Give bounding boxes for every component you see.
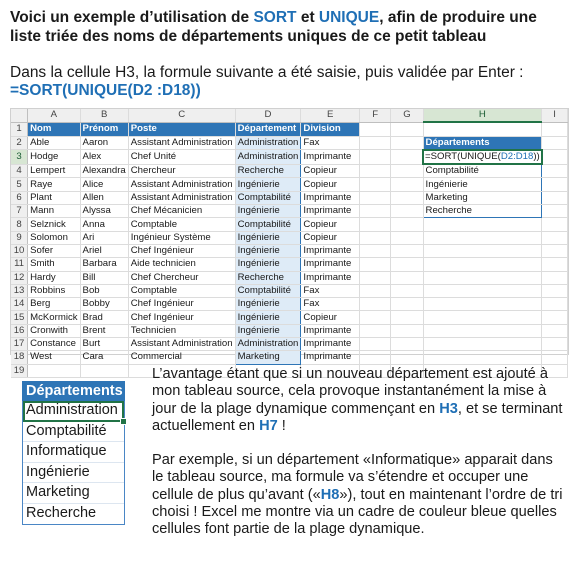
table-cell[interactable]: Recherche [235, 271, 301, 284]
empty-cell[interactable] [542, 150, 568, 164]
table-cell[interactable]: Chef Chercheur [128, 271, 235, 284]
empty-cell[interactable] [423, 338, 542, 351]
sheet-row [11, 324, 568, 337]
paragraph-text: ! [277, 417, 286, 434]
column-header-row [11, 109, 568, 122]
column-header-e[interactable]: E [301, 109, 360, 122]
table-cell[interactable]: Copieur [301, 231, 360, 244]
empty-cell[interactable] [360, 218, 391, 231]
table-cell[interactable]: Imprimante [301, 150, 360, 164]
dynamic-range-preview [22, 381, 125, 525]
empty-cell[interactable] [360, 351, 391, 364]
table-cell[interactable]: Ingénierie [235, 231, 301, 244]
table-cell[interactable]: Chef Ingénieur [128, 311, 235, 324]
table-cell[interactable]: Anna [80, 218, 128, 231]
table-cell[interactable]: Lempert [28, 164, 80, 178]
table-cell[interactable]: Smith [28, 258, 80, 271]
table-cell[interactable]: Commercial [128, 351, 235, 364]
column-header-a[interactable]: A [28, 109, 80, 122]
empty-cell[interactable] [391, 338, 423, 351]
empty-cell[interactable] [542, 324, 568, 337]
intro-paragraph [10, 64, 570, 100]
empty-cell[interactable] [360, 311, 391, 324]
table-cell[interactable]: Comptabilité [235, 218, 301, 231]
empty-cell[interactable] [391, 205, 423, 218]
table-cell[interactable]: Ingénierie [235, 311, 301, 324]
empty-cell[interactable] [360, 191, 391, 204]
sheet-row [11, 122, 568, 136]
empty-cell[interactable] [542, 122, 568, 136]
heading-keyword-sort: SORT [253, 9, 297, 26]
table-cell[interactable]: Ingénierie [235, 205, 301, 218]
empty-cell[interactable] [391, 311, 423, 324]
table-cell[interactable]: Comptable [128, 284, 235, 297]
sheet-row [11, 284, 568, 297]
empty-cell[interactable] [360, 338, 391, 351]
empty-cell[interactable] [423, 218, 542, 231]
row-header[interactable]: 12 [11, 271, 28, 284]
dynamic-range-list [22, 401, 125, 525]
table-cell[interactable]: Copieur [301, 164, 360, 178]
spill-result-cell[interactable]: Ingénierie [423, 178, 542, 191]
row-header[interactable]: 1 [11, 122, 28, 136]
empty-cell[interactable] [391, 178, 423, 191]
row-header[interactable]: 7 [11, 205, 28, 218]
paragraph-text: , et se terminant actuellement en [152, 400, 563, 434]
table-cell[interactable]: Ingénierie [235, 258, 301, 271]
dynamic-range-item: Ingénierie [23, 463, 124, 484]
table-header-cell[interactable]: Prénom [80, 122, 128, 136]
empty-cell[interactable] [391, 122, 423, 136]
empty-cell[interactable] [423, 244, 542, 257]
spill-result-cell[interactable]: Marketing [423, 191, 542, 204]
row-header[interactable]: 16 [11, 324, 28, 337]
intro-text: Dans la cellule H3, la formule suivante a été saisie, puis validée par Enter : [10, 64, 524, 81]
dynamic-range-item: Recherche [26, 504, 97, 521]
table-header-cell[interactable]: Département [235, 122, 301, 136]
empty-cell[interactable] [542, 244, 568, 257]
sheet-row [11, 136, 568, 150]
table-cell[interactable]: Copieur [301, 311, 360, 324]
empty-cell[interactable] [542, 311, 568, 324]
empty-cell[interactable] [28, 364, 80, 377]
paragraph-text: L’avantage étant que si un nouveau département est ajouté à mon tableau source, cela provoque instantanément la mise à jour de la plage dynamique commençant en [152, 366, 548, 417]
table-cell[interactable]: Burt [80, 338, 128, 351]
cell-ref-end: H7 [259, 417, 278, 434]
spill-result-cell[interactable]: Comptabilité [423, 164, 542, 178]
table-header-cell[interactable]: Poste [128, 122, 235, 136]
dynamic-range-item: Informatique [23, 442, 124, 463]
column-header-g[interactable]: G [391, 109, 423, 122]
spreadsheet-grid[interactable] [11, 109, 568, 378]
table-cell[interactable]: Alice [80, 178, 128, 191]
empty-cell[interactable] [391, 351, 423, 364]
empty-cell[interactable] [542, 351, 568, 364]
empty-cell[interactable] [360, 271, 391, 284]
table-cell[interactable]: Assistant Administration [128, 178, 235, 191]
table-cell[interactable]: Allen [80, 191, 128, 204]
table-cell[interactable]: Assistant Administration [128, 136, 235, 150]
sheet-row [11, 351, 568, 364]
sheet-row [11, 191, 568, 204]
empty-cell[interactable] [360, 258, 391, 271]
table-cell[interactable]: Marketing [235, 351, 301, 364]
empty-cell[interactable] [391, 218, 423, 231]
empty-cell[interactable] [360, 122, 391, 136]
row-header[interactable]: 11 [11, 258, 28, 271]
table-cell[interactable]: Imprimante [301, 244, 360, 257]
heading-keyword-unique: UNIQUE [318, 9, 380, 26]
row-header[interactable]: 10 [11, 244, 28, 257]
empty-cell[interactable] [391, 244, 423, 257]
cell-ref-new: H8 [320, 486, 340, 503]
row-header[interactable]: 5 [11, 178, 28, 191]
table-cell[interactable]: Solomon [28, 231, 80, 244]
table-cell[interactable]: Robbins [28, 284, 80, 297]
row-header[interactable]: 19 [11, 364, 28, 377]
table-cell[interactable]: Aide technicien [128, 258, 235, 271]
table-cell[interactable]: Constance [28, 338, 80, 351]
row-header[interactable]: 18 [11, 351, 28, 364]
explanation-paragraph-2 [152, 452, 566, 538]
empty-cell[interactable] [542, 284, 568, 297]
select-all-corner[interactable] [11, 109, 28, 122]
table-cell[interactable]: Sofer [28, 244, 80, 257]
table-cell[interactable]: Chef Mécanicien [128, 205, 235, 218]
column-header-h[interactable]: H [423, 109, 542, 122]
table-cell[interactable]: Ariel [80, 244, 128, 257]
empty-cell[interactable] [360, 150, 391, 164]
empty-cell[interactable] [360, 178, 391, 191]
table-cell[interactable]: Raye [28, 178, 80, 191]
table-cell[interactable]: Imprimante [301, 338, 360, 351]
table-cell[interactable]: Alexandra [80, 164, 128, 178]
empty-cell[interactable] [542, 258, 568, 271]
empty-cell[interactable] [360, 136, 391, 150]
fill-handle [120, 418, 127, 425]
spreadsheet[interactable] [10, 108, 569, 376]
table-cell[interactable]: Recherche [235, 164, 301, 178]
empty-cell[interactable] [542, 298, 568, 311]
table-cell[interactable]: Cronwith [28, 324, 80, 337]
table-cell[interactable]: Technicien [128, 324, 235, 337]
empty-cell[interactable] [542, 191, 568, 204]
table-cell[interactable]: Chef Unité [128, 150, 235, 164]
empty-cell[interactable] [542, 178, 568, 191]
heading-text: , afin de produire une liste triée des noms de départements uniques de ce petit tableau [10, 9, 537, 45]
column-header-f[interactable]: F [360, 109, 391, 122]
table-cell[interactable]: Administration [235, 150, 301, 164]
sheet-row [11, 150, 568, 164]
table-cell[interactable]: Imprimante [301, 191, 360, 204]
table-cell[interactable]: Chercheur [128, 164, 235, 178]
table-cell[interactable]: Copieur [301, 178, 360, 191]
empty-cell[interactable] [360, 205, 391, 218]
empty-cell[interactable] [360, 324, 391, 337]
table-cell[interactable]: Chef Ingénieur [128, 298, 235, 311]
table-cell[interactable]: Administration [235, 338, 301, 351]
row-header[interactable]: 4 [11, 164, 28, 178]
empty-cell[interactable] [423, 258, 542, 271]
table-cell[interactable]: Imprimante [301, 324, 360, 337]
table-cell[interactable]: Hardy [28, 271, 80, 284]
table-cell[interactable]: Imprimante [301, 205, 360, 218]
empty-cell[interactable] [542, 271, 568, 284]
dynamic-range-item: Administration [23, 401, 124, 422]
empty-cell[interactable] [423, 231, 542, 244]
table-cell[interactable]: Ingénierie [235, 324, 301, 337]
table-header-cell[interactable]: Division [301, 122, 360, 136]
empty-cell[interactable] [391, 258, 423, 271]
table-cell[interactable]: Comptabilité [235, 284, 301, 297]
sheet-row [11, 205, 568, 218]
dynamic-range-header: Départements [22, 381, 125, 401]
spill-result-cell[interactable]: Recherche [423, 205, 542, 218]
table-cell[interactable]: Cara [80, 351, 128, 364]
column-header-d[interactable]: D [235, 109, 301, 122]
cell-ref-start: H3 [439, 400, 458, 417]
table-cell[interactable]: Plant [28, 191, 80, 204]
table-cell[interactable]: Bobby [80, 298, 128, 311]
table-cell[interactable]: Fax [301, 298, 360, 311]
table-cell[interactable]: Barbara [80, 258, 128, 271]
paragraph-text: »), tout en maintenant l’ordre de tri choisi ! Excel me montre via un cadre de couleur bleue quelles cellules font partie de la plage dynamique. [152, 486, 563, 538]
table-cell[interactable]: Bill [80, 271, 128, 284]
table-cell[interactable]: Bob [80, 284, 128, 297]
table-cell[interactable]: Brent [80, 324, 128, 337]
table-cell[interactable]: Brad [80, 311, 128, 324]
empty-cell[interactable] [423, 311, 542, 324]
empty-cell[interactable] [360, 164, 391, 178]
formula-prefix: =SORT(UNIQUE( [425, 151, 501, 163]
table-cell[interactable]: Fax [301, 136, 360, 150]
sheet-row [11, 258, 568, 271]
empty-cell[interactable] [391, 271, 423, 284]
table-header-cell[interactable]: Nom [28, 122, 80, 136]
sheet-row [11, 218, 568, 231]
table-cell[interactable]: Imprimante [301, 258, 360, 271]
column-header-c[interactable]: C [128, 109, 235, 122]
row-header[interactable]: 13 [11, 284, 28, 297]
table-cell[interactable]: Ingénierie [235, 244, 301, 257]
table-cell[interactable]: Copieur [301, 218, 360, 231]
empty-cell[interactable] [360, 244, 391, 257]
table-cell[interactable]: McKormick [28, 311, 80, 324]
column-header-b[interactable]: B [80, 109, 128, 122]
row-header[interactable]: 3 [11, 150, 28, 164]
sheet-row [11, 271, 568, 284]
empty-cell[interactable] [360, 298, 391, 311]
row-header[interactable]: 2 [11, 136, 28, 150]
empty-cell[interactable] [391, 284, 423, 297]
empty-cell[interactable] [423, 324, 542, 337]
empty-cell[interactable] [542, 218, 568, 231]
sheet-row [11, 244, 568, 257]
intro-formula: =SORT(UNIQUE(D2 :D18)) [10, 82, 201, 99]
table-cell[interactable]: Comptable [128, 218, 235, 231]
row-header[interactable]: 17 [11, 338, 28, 351]
heading-text: et [296, 9, 319, 26]
empty-cell[interactable] [391, 231, 423, 244]
table-cell[interactable]: Selznick [28, 218, 80, 231]
table-cell[interactable]: Imprimante [301, 271, 360, 284]
table-cell[interactable]: Ingénierie [235, 298, 301, 311]
article-heading [10, 8, 570, 46]
table-cell[interactable]: Alex [80, 150, 128, 164]
sheet-row [11, 311, 568, 324]
table-cell[interactable]: Mann [28, 205, 80, 218]
table-cell[interactable]: Administration [235, 136, 301, 150]
empty-cell[interactable] [423, 122, 542, 136]
empty-cell[interactable] [80, 364, 128, 377]
row-header[interactable]: 14 [11, 298, 28, 311]
table-cell[interactable]: Ingénieur Système [128, 231, 235, 244]
row-header[interactable]: 15 [11, 311, 28, 324]
empty-cell[interactable] [391, 191, 423, 204]
table-cell[interactable]: West [28, 351, 80, 364]
formula-cell-h3[interactable] [423, 150, 542, 164]
empty-cell[interactable] [423, 271, 542, 284]
table-cell[interactable]: Berg [28, 298, 80, 311]
table-cell[interactable]: Comptabilité [235, 191, 301, 204]
table-cell[interactable]: Ari [80, 231, 128, 244]
row-header[interactable]: 6 [11, 191, 28, 204]
empty-cell[interactable] [423, 298, 542, 311]
table-cell[interactable]: Assistant Administration [128, 191, 235, 204]
table-cell[interactable]: Ingénierie [235, 178, 301, 191]
paragraph-text: Par exemple, si un département «Informatique» apparait dans le tableau source, ma formule va s’étendre et occuper une cellule de plus qu’avant (« [152, 452, 553, 503]
row-header[interactable]: 8 [11, 218, 28, 231]
table-cell[interactable]: Aaron [80, 136, 128, 150]
table-cell[interactable]: Fax [301, 284, 360, 297]
empty-cell[interactable] [542, 338, 568, 351]
result-header-cell[interactable]: Départements [423, 136, 542, 150]
formula-range-ref: D2:D18 [500, 151, 534, 163]
empty-cell[interactable] [391, 150, 423, 164]
empty-cell[interactable] [391, 164, 423, 178]
formula-suffix: )) [533, 151, 540, 163]
row-header[interactable]: 9 [11, 231, 28, 244]
sheet-row [11, 231, 568, 244]
empty-cell[interactable] [391, 298, 423, 311]
empty-cell[interactable] [391, 324, 423, 337]
column-header-i[interactable]: I [542, 109, 568, 122]
dynamic-range-item: Comptabilité [23, 422, 124, 443]
empty-cell[interactable] [542, 205, 568, 218]
table-cell[interactable]: Assistant Administration [128, 338, 235, 351]
empty-cell[interactable] [360, 284, 391, 297]
table-cell[interactable]: Imprimante [301, 351, 360, 364]
table-cell[interactable]: Hodge [28, 150, 80, 164]
sheet-row [11, 164, 568, 178]
empty-cell[interactable] [423, 351, 542, 364]
empty-cell[interactable] [423, 284, 542, 297]
empty-cell[interactable] [360, 231, 391, 244]
dynamic-range-item: Marketing [23, 483, 124, 504]
empty-cell[interactable] [542, 136, 568, 150]
table-cell[interactable]: Alyssa [80, 205, 128, 218]
empty-cell[interactable] [542, 164, 568, 178]
heading-text: Voici un exemple d’utilisation de [10, 9, 254, 26]
explanation-paragraph-1 [152, 366, 566, 435]
table-cell[interactable]: Able [28, 136, 80, 150]
sheet-row [11, 338, 568, 351]
empty-cell[interactable] [391, 136, 423, 150]
sheet-row [11, 178, 568, 191]
table-cell[interactable]: Chef Ingénieur [128, 244, 235, 257]
empty-cell[interactable] [542, 231, 568, 244]
sheet-row [11, 298, 568, 311]
